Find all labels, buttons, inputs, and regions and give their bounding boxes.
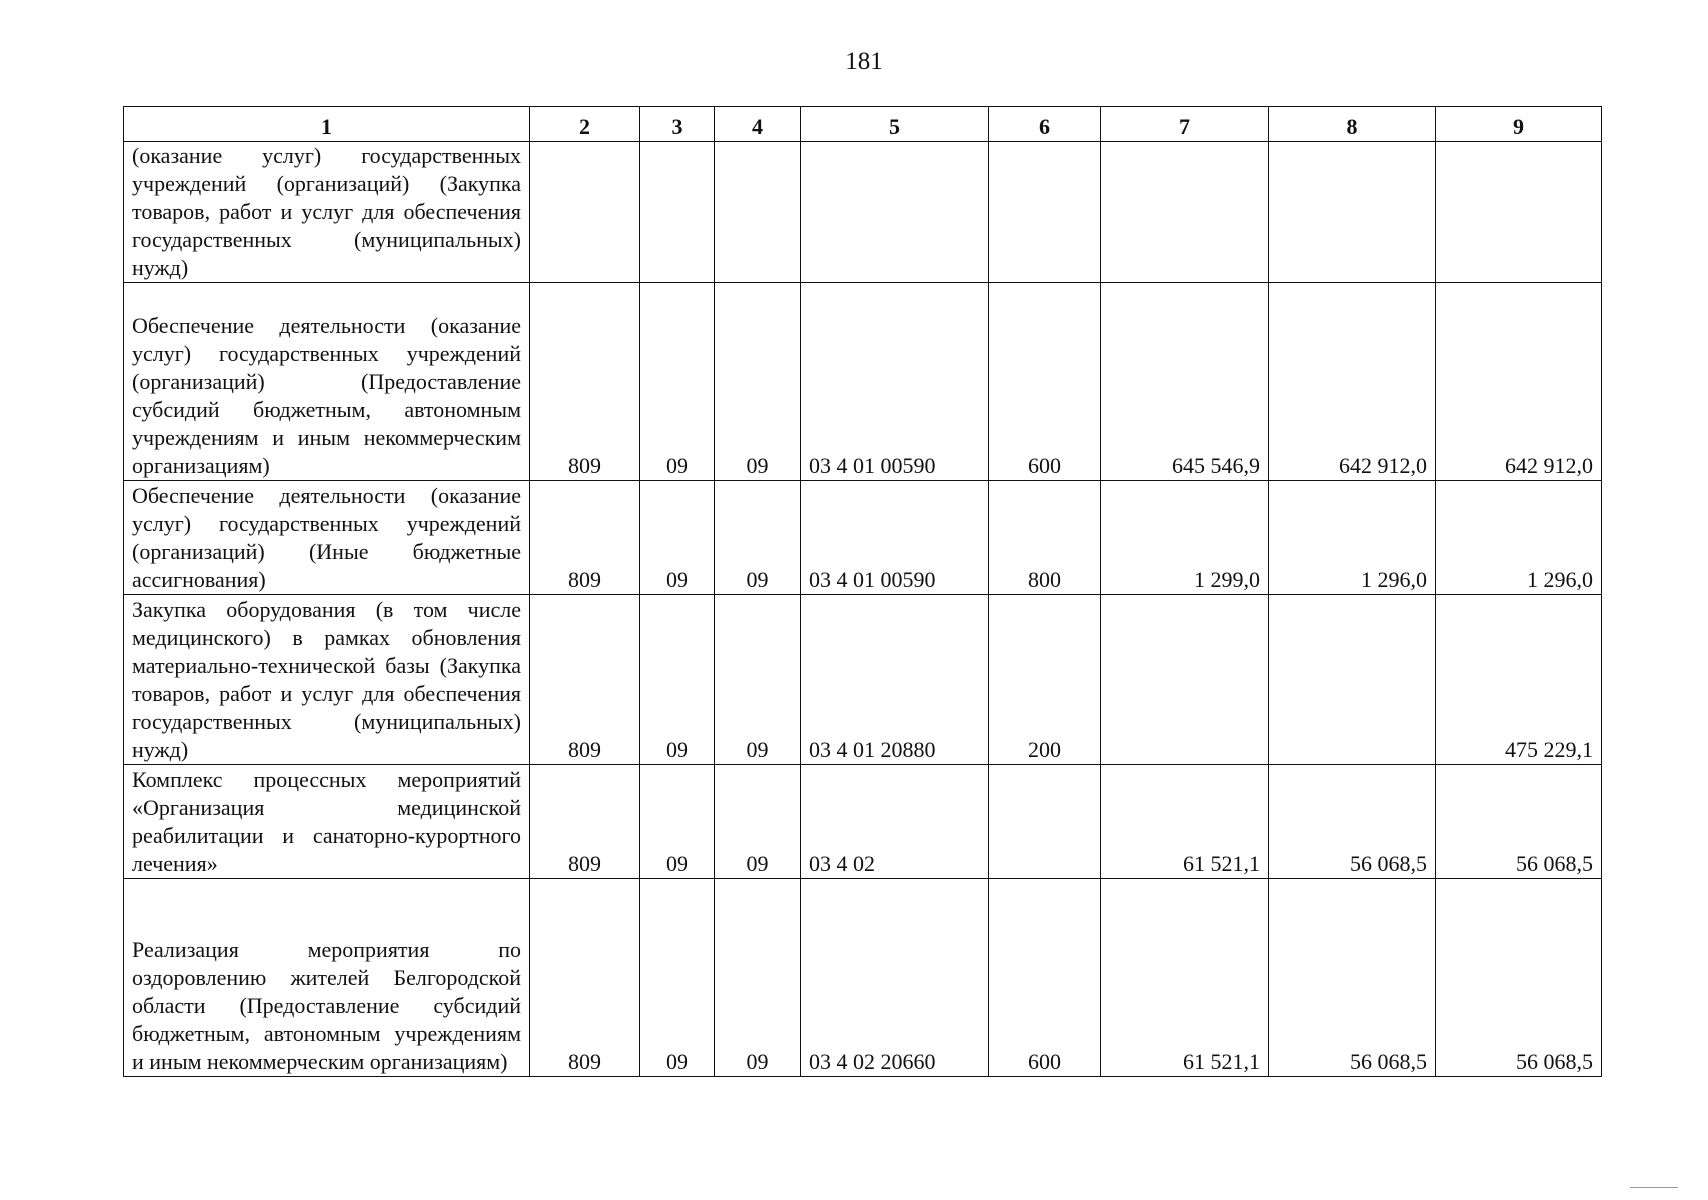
scan-edge-divider [1630, 1187, 1678, 1188]
cell-code-3: 09 [640, 283, 715, 481]
cell-code-6 [989, 765, 1101, 879]
cell-code-6: 200 [989, 595, 1101, 765]
cell-code-2: 809 [530, 765, 640, 879]
cell-code-4 [715, 142, 801, 283]
cell-amount-7 [1101, 595, 1269, 765]
cell-code-3 [640, 142, 715, 283]
cell-amount-7 [1101, 142, 1269, 283]
column-header: 6 [989, 107, 1101, 142]
budget-table-container [123, 106, 1601, 1077]
cell-amount-9 [1436, 142, 1602, 283]
row-description: (оказание услуг) государственных учреждений (организаций) (Закупка товаров, работ и услуг для обеспечения государственных (муниципальных) нужд) [124, 142, 530, 283]
cell-amount-7: 61 521,1 [1101, 879, 1269, 1077]
row-description: Реализация мероприятия по оздоровлению жителей Белгородской области (Предоставление субсидий бюджетным, автономным учреждениям и иным некоммерческим организациям) [124, 879, 530, 1077]
cell-amount-7: 1 299,0 [1101, 481, 1269, 595]
cell-amount-8: 642 912,0 [1269, 283, 1436, 481]
cell-code-5: 03 4 01 00590 [801, 481, 989, 595]
column-header: 1 [124, 107, 530, 142]
table-row [124, 142, 1602, 283]
header-row [124, 107, 1602, 142]
cell-amount-9: 642 912,0 [1436, 283, 1602, 481]
cell-amount-9: 56 068,5 [1436, 765, 1602, 879]
cell-code-4: 09 [715, 595, 801, 765]
budget-table [123, 106, 1602, 1077]
row-description: Комплекс процессных мероприятий «Организация медицинской реабилитации и санаторно-курортного лечения» [124, 765, 530, 879]
cell-code-2: 809 [530, 879, 640, 1077]
cell-code-6: 600 [989, 283, 1101, 481]
row-description: Обеспечение деятельности (оказание услуг) государственных учреждений (организаций) (Предоставление субсидий бюджетным, автономным учреждениям и иным некоммерческим организациям) [124, 283, 530, 481]
column-header: 8 [1269, 107, 1436, 142]
column-header: 5 [801, 107, 989, 142]
cell-code-5: 03 4 02 [801, 765, 989, 879]
cell-code-5: 03 4 01 00590 [801, 283, 989, 481]
table-row [124, 481, 1602, 595]
cell-code-2: 809 [530, 595, 640, 765]
column-header: 2 [530, 107, 640, 142]
cell-code-6 [989, 142, 1101, 283]
cell-code-6: 800 [989, 481, 1101, 595]
cell-code-2: 809 [530, 481, 640, 595]
cell-amount-7: 645 546,9 [1101, 283, 1269, 481]
cell-amount-8: 56 068,5 [1269, 879, 1436, 1077]
cell-code-2: 809 [530, 283, 640, 481]
cell-code-4: 09 [715, 481, 801, 595]
cell-code-5: 03 4 02 20660 [801, 879, 989, 1077]
cell-code-3: 09 [640, 595, 715, 765]
cell-code-2 [530, 142, 640, 283]
cell-code-4: 09 [715, 283, 801, 481]
cell-amount-8 [1269, 595, 1436, 765]
cell-code-4: 09 [715, 765, 801, 879]
cell-amount-8 [1269, 142, 1436, 283]
table-row [124, 765, 1602, 879]
column-header: 9 [1436, 107, 1602, 142]
table-row [124, 595, 1602, 765]
cell-amount-8: 1 296,0 [1269, 481, 1436, 595]
cell-code-3: 09 [640, 481, 715, 595]
cell-code-5: 03 4 01 20880 [801, 595, 989, 765]
cell-code-3: 09 [640, 765, 715, 879]
cell-amount-9: 475 229,1 [1436, 595, 1602, 765]
cell-amount-9: 56 068,5 [1436, 879, 1602, 1077]
cell-code-5 [801, 142, 989, 283]
table-row [124, 879, 1602, 1077]
cell-code-3: 09 [640, 879, 715, 1077]
page-number: 181 [845, 48, 883, 75]
cell-code-6: 600 [989, 879, 1101, 1077]
row-description: Закупка оборудования (в том числе медицинского) в рамках обновления материально-технической базы (Закупка товаров, работ и услуг для обеспечения государственных (муниципальных) нужд) [124, 595, 530, 765]
column-header: 3 [640, 107, 715, 142]
cell-code-4: 09 [715, 879, 801, 1077]
cell-amount-7: 61 521,1 [1101, 765, 1269, 879]
cell-amount-8: 56 068,5 [1269, 765, 1436, 879]
column-header: 4 [715, 107, 801, 142]
table-row [124, 283, 1602, 481]
column-header: 7 [1101, 107, 1269, 142]
row-description: Обеспечение деятельности (оказание услуг) государственных учреждений (организаций) (Иные бюджетные ассигнования) [124, 481, 530, 595]
cell-amount-9: 1 296,0 [1436, 481, 1602, 595]
